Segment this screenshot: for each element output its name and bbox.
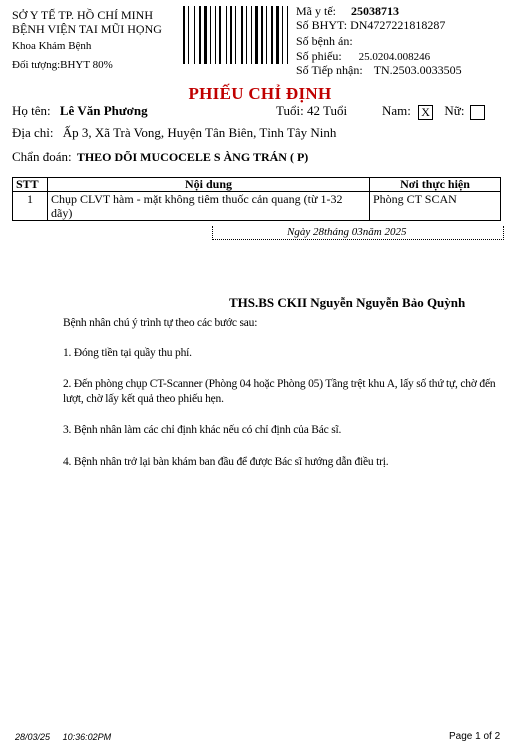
barcode-bar <box>255 6 258 64</box>
table-row <box>13 192 501 221</box>
barcode-bar <box>276 6 279 64</box>
barcode-bar <box>183 6 185 64</box>
diagnosis-label: Chẩn đoán: <box>12 149 72 164</box>
address-label: Địa chỉ: <box>12 125 54 140</box>
order-table <box>12 177 501 221</box>
barcode-bar <box>244 6 245 64</box>
barcode-bar <box>194 6 195 64</box>
barcode-bar <box>212 6 214 64</box>
form-number-value: 25.0204.008246 <box>358 51 431 63</box>
barcode-bar <box>241 6 243 64</box>
print-date: 28/03/25 <box>15 732 51 742</box>
department-name: SỞ Y TẾ TP. HỒ CHÍ MINH <box>12 8 154 22</box>
document-title: PHIẾU CHỈ ĐỊNH <box>188 84 332 103</box>
instruction-step-4: 4. Bệnh nhân trở lại bàn khám ban đầu để được Bác sĩ hướng dẫn điều trị. <box>63 456 389 468</box>
doctor-name: THS.BS CKII Nguyễn Nguyễn Bảo Quỳnh <box>229 295 466 310</box>
barcode-bar <box>228 6 229 64</box>
barcode-bar <box>219 6 221 64</box>
gender-row <box>382 103 485 120</box>
barcode-bar <box>190 6 193 64</box>
barcode-bar <box>222 6 225 64</box>
barcode-bar <box>274 6 275 64</box>
reception-label: Số Tiếp nhận: <box>296 63 363 77</box>
print-time: 10:36:02PM <box>62 732 112 742</box>
page-number: Page 1 of 2 <box>449 731 501 742</box>
address-row <box>12 125 336 141</box>
instruction-step-3: 3. Bệnh nhân làm các chỉ định khác nếu có chỉ định của Bác sĩ. <box>63 424 342 436</box>
patient-name-row <box>12 103 148 119</box>
female-checkbox <box>470 105 485 120</box>
instructions-intro: Bệnh nhân chú ý trình tự theo các bước sau: <box>63 317 258 329</box>
barcode-bar <box>264 6 265 64</box>
barcode-bar <box>246 6 247 64</box>
row-place: Phòng CT SCAN <box>370 192 501 221</box>
barcode-bar <box>237 6 240 64</box>
patient-age: Tuổi: 42 Tuổi <box>276 103 348 118</box>
barcode-bar <box>248 6 250 64</box>
barcode-bar <box>282 6 283 64</box>
barcode-bar <box>261 6 263 64</box>
row-stt: 1 <box>13 192 48 221</box>
barcode-bar <box>208 6 209 64</box>
form-number-row <box>296 49 430 64</box>
barcode-bar <box>217 6 218 64</box>
barcode-bar <box>259 6 260 64</box>
column-header-place: Nơi thực hiện <box>370 178 501 192</box>
barcode-bar <box>204 6 207 64</box>
form-number-label: Số phiếu: <box>296 49 342 63</box>
table-header-row <box>13 178 501 192</box>
barcode-bar <box>226 6 227 64</box>
barcode-bar <box>253 6 254 64</box>
barcode-image <box>183 6 293 64</box>
medical-code-value: 25038713 <box>351 4 399 18</box>
reception-value: TN.2503.0033505 <box>373 63 462 77</box>
barcode-bar <box>233 6 234 64</box>
barcode-bar <box>280 6 281 64</box>
medical-code-row <box>296 4 399 19</box>
column-header-stt: STT <box>13 178 48 192</box>
female-label: Nữ: <box>444 103 465 118</box>
insurance-label: Số BHYT: <box>296 18 348 32</box>
barcode-bar <box>215 6 216 64</box>
instruction-step-1: 1. Đóng tiền tại quầy thu phí. <box>63 347 192 359</box>
insurance-value: DN4727221818287 <box>350 18 446 32</box>
male-checkbox: X <box>418 105 433 120</box>
medical-code-label: Mã y tế: <box>296 4 336 18</box>
barcode-bar <box>230 6 232 64</box>
barcode-bar <box>199 6 201 64</box>
patient-name-label: Họ tên: <box>12 103 51 118</box>
barcode-bar <box>289 6 291 64</box>
barcode-bar <box>284 6 286 64</box>
patient-name: Lê Văn Phương <box>59 103 148 118</box>
male-label: Nam: <box>382 103 411 118</box>
diagnosis-row <box>12 149 308 165</box>
barcode-bar <box>235 6 236 64</box>
hospital-name: BỆNH VIỆN TAI MŨI HỌNG <box>12 22 162 36</box>
record-row <box>296 34 353 49</box>
barcode-bar <box>251 6 252 64</box>
record-label: Số bệnh án: <box>296 34 353 48</box>
barcode-bar <box>271 6 273 64</box>
barcode-bar <box>202 6 203 64</box>
barcode-bar <box>196 6 198 64</box>
clinic-name: Khoa Khám Bệnh <box>12 40 92 52</box>
barcode-bar <box>186 6 187 64</box>
order-date: Ngày 28tháng 03năm 2025 <box>287 226 407 238</box>
reception-row <box>296 63 462 78</box>
insurance-row <box>296 18 445 33</box>
barcode-bar <box>210 6 211 64</box>
barcode-bar <box>268 6 270 64</box>
patient-address: Ấp 3, Xã Trà Vong, Huyện Tân Biên, Tỉnh Tây Ninh <box>62 125 337 140</box>
coverage-type: Đối tượng:BHYT 80% <box>12 59 113 71</box>
diagnosis-text: THEO DÕI MUCOCELE S ÀNG TRÁN ( P) <box>76 150 309 164</box>
barcode-bar <box>266 6 267 64</box>
print-timestamp <box>15 732 111 742</box>
barcode-bar <box>188 6 189 64</box>
column-header-content: Nội dung <box>48 178 370 192</box>
row-content: Chụp CLVT hàm - mặt không tiêm thuốc cản quang (từ 1-32 dãy) <box>48 192 370 221</box>
instruction-step-2: 2. Đến phòng chụp CT-Scanner (Phòng 04 hoặc Phòng 05) Tầng trệt khu A, lấy số thứ tự, chờ đến lượt, chờ lấy kết quả theo phiếu hẹn. <box>63 378 496 405</box>
barcode-bar <box>287 6 288 64</box>
